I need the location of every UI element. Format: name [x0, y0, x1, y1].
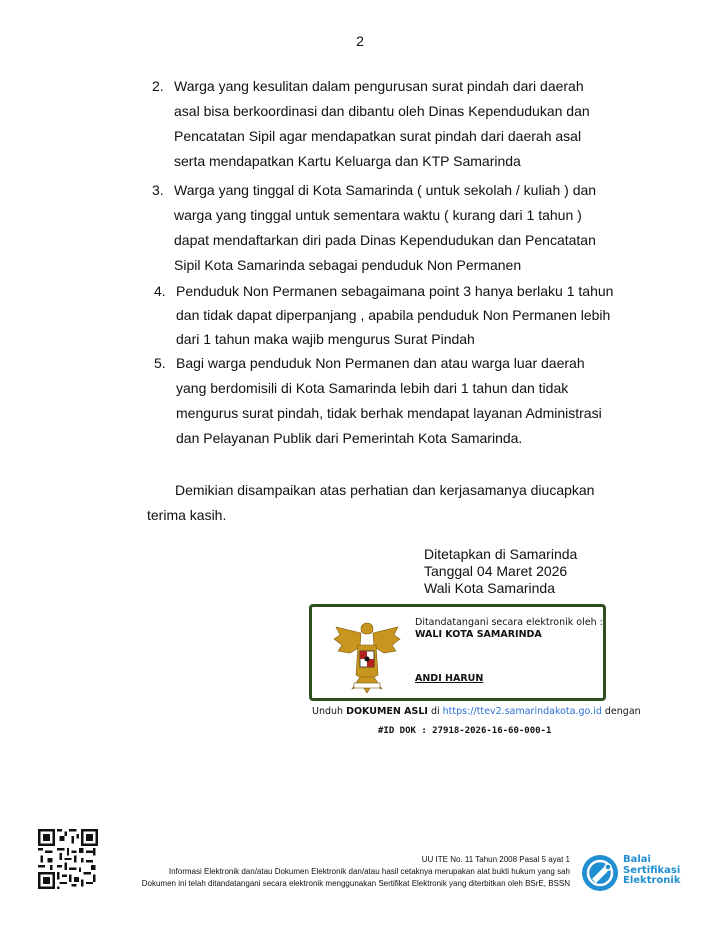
signature-office: Wali Kota Samarinda: [424, 580, 555, 596]
closing-text: terima kasih.: [147, 507, 227, 523]
signed-by-label: Ditandatangani secara elektronik oleh :: [415, 617, 603, 628]
bsre-line: Elektronik: [623, 875, 681, 886]
list-item: [154, 283, 612, 358]
signature-date: Tanggal 04 Maret 2026: [424, 563, 568, 579]
electronic-signature-box: [309, 604, 606, 701]
verification-link[interactable]: https://ttev2.samarindakota.go.id: [442, 706, 602, 717]
download-original-note: [312, 706, 641, 717]
item-number: 2.: [152, 78, 164, 94]
item-number: 4.: [154, 283, 166, 299]
bsre-logo-icon: [580, 853, 620, 893]
list-item: [152, 182, 610, 282]
item-line: asal bisa berkoordinasi dan dibantu oleh Dinas Kependudukan dan: [174, 103, 590, 119]
item-line: dari 1 tahun maka wajib mengurus Surat Pindah: [176, 331, 475, 347]
item-number: 3.: [152, 182, 164, 198]
item-line: Pencatatan Sipil agar mendapatkan surat pindah dari daerah asal: [174, 128, 582, 144]
item-line: warga yang tinggal untuk sementara waktu ( kurang dari 1 tahun ): [174, 207, 582, 223]
item-line: mengurus surat pindah, tidak berhak mendapat layanan Administrasi: [176, 405, 602, 421]
item-line: yang berdomisili di Kota Samarinda lebih dari 1 tahun dan tidak: [176, 380, 569, 396]
download-suffix: dengan: [601, 706, 641, 717]
item-line: Warga yang kesulitan dalam pengurusan surat pindah dari daerah: [174, 78, 584, 94]
signature-block: [424, 546, 577, 597]
document-id: #ID DOK : 27918-2026-16-60-000-1: [378, 726, 552, 736]
list-item: [154, 355, 612, 455]
item-number: 5.: [154, 355, 166, 371]
item-line: Warga yang tinggal di Kota Samarinda ( untuk sekolah / kuliah ) dan: [174, 182, 597, 198]
footer-statement: Informasi Elektronik dan/atau Dokumen Elektronik dan/atau hasil cetaknya merupakan alat bukti hukum yang sah: [168, 867, 570, 876]
item-line: dan tidak dapat diperpanjang , apabila penduduk Non Permanen lebih: [176, 307, 611, 323]
item-line: Penduduk Non Permanen sebagaimana point 3 hanya berlaku 1 tahun: [176, 283, 614, 299]
item-line: dan Pelayanan Publik dari Pemerintah Kota Samarinda.: [176, 430, 523, 446]
item-line: dapat mendaftarkan diri pada Dinas Kependudukan dan Pencatatan: [174, 232, 596, 248]
download-bold: DOKUMEN ASLI: [346, 706, 428, 717]
signer-office: WALI KOTA SAMARINDA: [415, 629, 542, 640]
page-number: 2: [356, 33, 364, 49]
qr-code-icon: [38, 829, 98, 889]
garuda-emblem-icon: [332, 617, 402, 695]
download-prefix: Unduh: [312, 706, 347, 717]
item-line: serta mendapatkan Kartu Keluarga dan KTP Samarinda: [174, 153, 521, 169]
bsre-line: Sertifikasi: [623, 864, 681, 876]
list-item: [152, 78, 610, 178]
footer-certificate-note: Dokumen ini telah ditandatangani secara elektronik menggunakan Sertifikat Elektronik yang diterbitkan oleh BSrE, BSSN: [141, 879, 570, 888]
bsre-wordmark: [623, 855, 680, 887]
footer-law-reference: UU ITE No. 11 Tahun 2008 Pasal 5 ayat 1: [421, 855, 570, 864]
signature-place: Ditetapkan di Samarinda: [424, 546, 578, 562]
closing-text: Demikian disampaikan atas perhatian dan kerjasamanya diucapkan: [175, 482, 595, 498]
download-middle: di: [427, 706, 443, 717]
bsre-line: Balai: [623, 854, 651, 865]
item-line: Sipil Kota Samarinda sebagai penduduk Non Permanen: [174, 257, 522, 273]
signer-name: ANDI HARUN: [415, 673, 484, 684]
item-line: Bagi warga penduduk Non Permanen dan atau warga luar daerah: [176, 355, 585, 371]
